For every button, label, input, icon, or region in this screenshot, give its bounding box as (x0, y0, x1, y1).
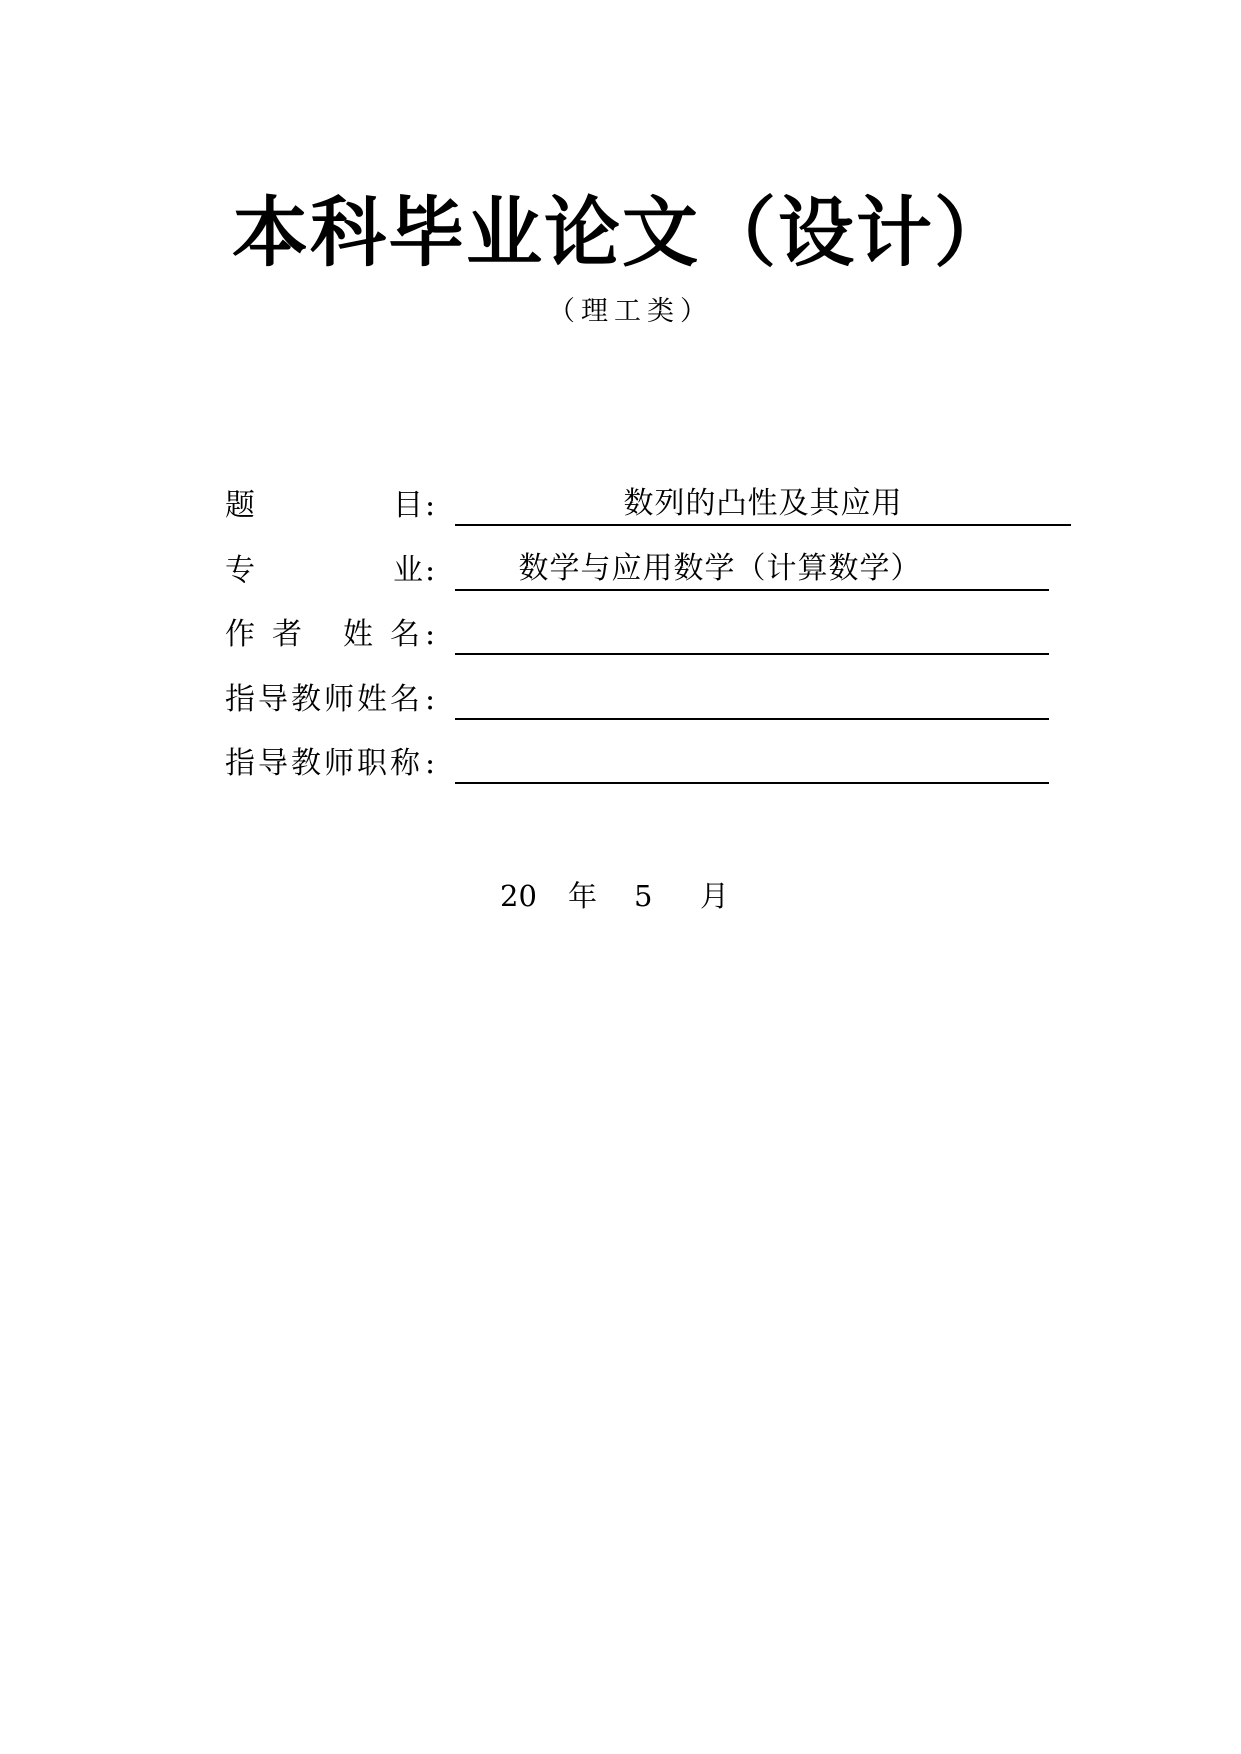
date-month-unit: 月 (700, 879, 730, 913)
advisor-name-label-char: 指 (225, 682, 255, 717)
author-label-char: 者 (272, 617, 302, 652)
author-label-char: 名 (390, 617, 420, 652)
major-colon: : (425, 553, 436, 588)
topic-value[interactable]: 数列的凸性及其应用 (623, 486, 903, 521)
advisor-title-colon: : (425, 746, 436, 781)
page-subtitle: （理工类） (548, 296, 713, 327)
advisor-title-underline (455, 782, 1049, 784)
major-field (225, 551, 1075, 591)
advisor-title-label-char: 导 (258, 746, 288, 781)
date-month: 5 (634, 879, 653, 913)
advisor-name-colon: : (425, 682, 436, 717)
major-label-char: 业 (393, 553, 423, 588)
advisor-title-field (225, 744, 1075, 784)
advisor-title-label-char: 教 (291, 746, 321, 781)
topic-label-char: 目 (393, 488, 423, 523)
advisor-name-underline (455, 718, 1049, 720)
advisor-title-label-char: 师 (324, 746, 354, 781)
topic-underline (455, 524, 1071, 526)
date-year-unit: 年 (568, 879, 598, 913)
topic-field (225, 486, 1075, 526)
topic-label-char: 题 (225, 488, 255, 523)
advisor-name-label-char: 师 (324, 682, 354, 717)
major-value[interactable]: 数学与应用数学（计算数学） (518, 551, 922, 586)
author-label-char: 作 (225, 617, 255, 652)
advisor-title-label-char: 称 (390, 746, 420, 781)
advisor-name-label-char: 名 (390, 682, 420, 717)
major-underline (455, 589, 1049, 591)
author-label-char: 姓 (343, 617, 373, 652)
topic-colon: : (425, 488, 436, 523)
advisor-name-field (225, 680, 1075, 720)
author-underline (455, 653, 1049, 655)
advisor-title-label-char: 指 (225, 746, 255, 781)
major-label-char: 专 (225, 553, 255, 588)
author-colon: : (425, 617, 436, 652)
advisor-title-label-char: 职 (357, 746, 387, 781)
advisor-name-label-char: 姓 (357, 682, 387, 717)
advisor-name-label-char: 导 (258, 682, 288, 717)
date-year: 20 (500, 879, 537, 913)
page-title: 本科毕业论文（设计） (232, 188, 1012, 277)
author-field (225, 615, 1075, 655)
advisor-name-label-char: 教 (291, 682, 321, 717)
